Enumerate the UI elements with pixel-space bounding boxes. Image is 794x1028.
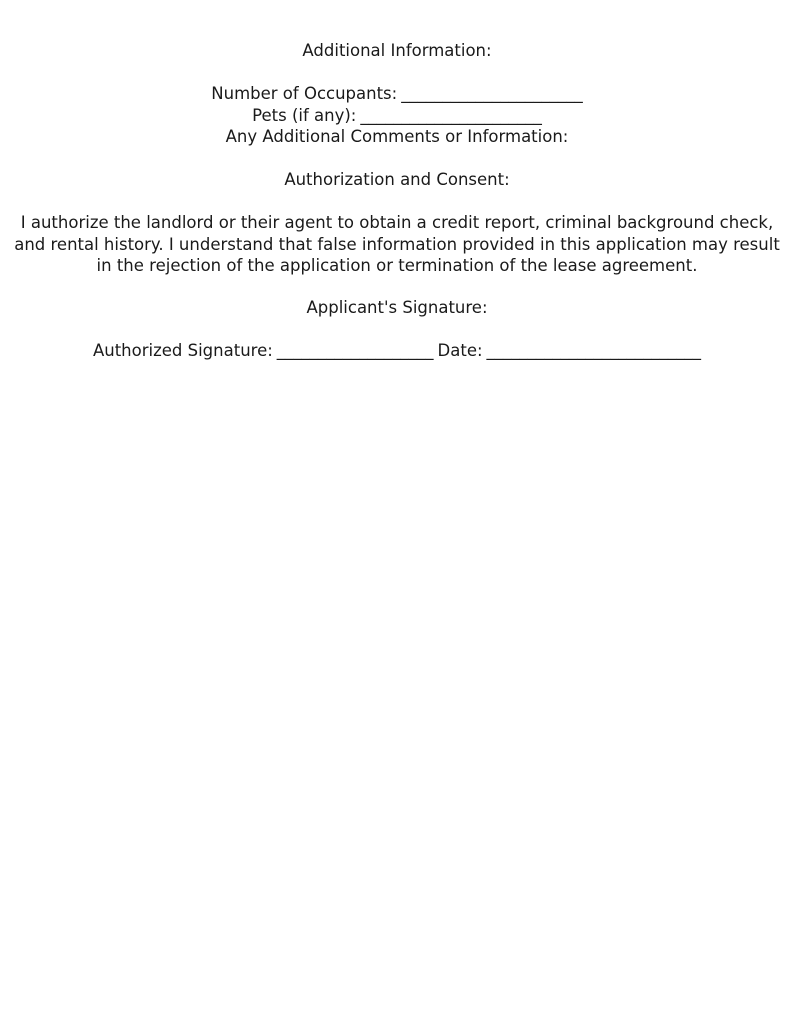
pets-label: Pets (if any): [252, 106, 357, 125]
additional-information-heading [0, 40, 794, 62]
authorized-signature-field[interactable]: ___________________ [276, 341, 434, 360]
authorization-paragraph: I authorize the landlord or their agent to obtain a credit report, criminal background check, and rental history. I understand that false information provided in this application may result in the rejection of the application or termination of the lease agreement. [14, 213, 780, 275]
comments-label: Any Additional Comments or Information: [225, 127, 569, 146]
authorization-heading [0, 169, 794, 191]
date-label: Date: [437, 341, 483, 360]
applicant-signature-label: Applicant's Signature: [306, 298, 488, 317]
occupants-row [0, 83, 794, 105]
occupants-label: Number of Occupants: [211, 84, 398, 103]
authorized-signature-row [0, 340, 794, 362]
pets-row [0, 105, 794, 127]
date-field[interactable]: __________________________ [486, 341, 702, 360]
pets-field[interactable]: ______________________ [360, 106, 542, 125]
additional-information-heading-text: Additional Information: [302, 41, 492, 60]
applicant-signature-row [0, 297, 794, 319]
comments-row [0, 126, 794, 148]
occupants-field[interactable]: ______________________ [401, 84, 583, 103]
authorized-signature-label: Authorized Signature: [92, 341, 273, 360]
authorization-heading-text: Authorization and Consent: [284, 170, 510, 189]
